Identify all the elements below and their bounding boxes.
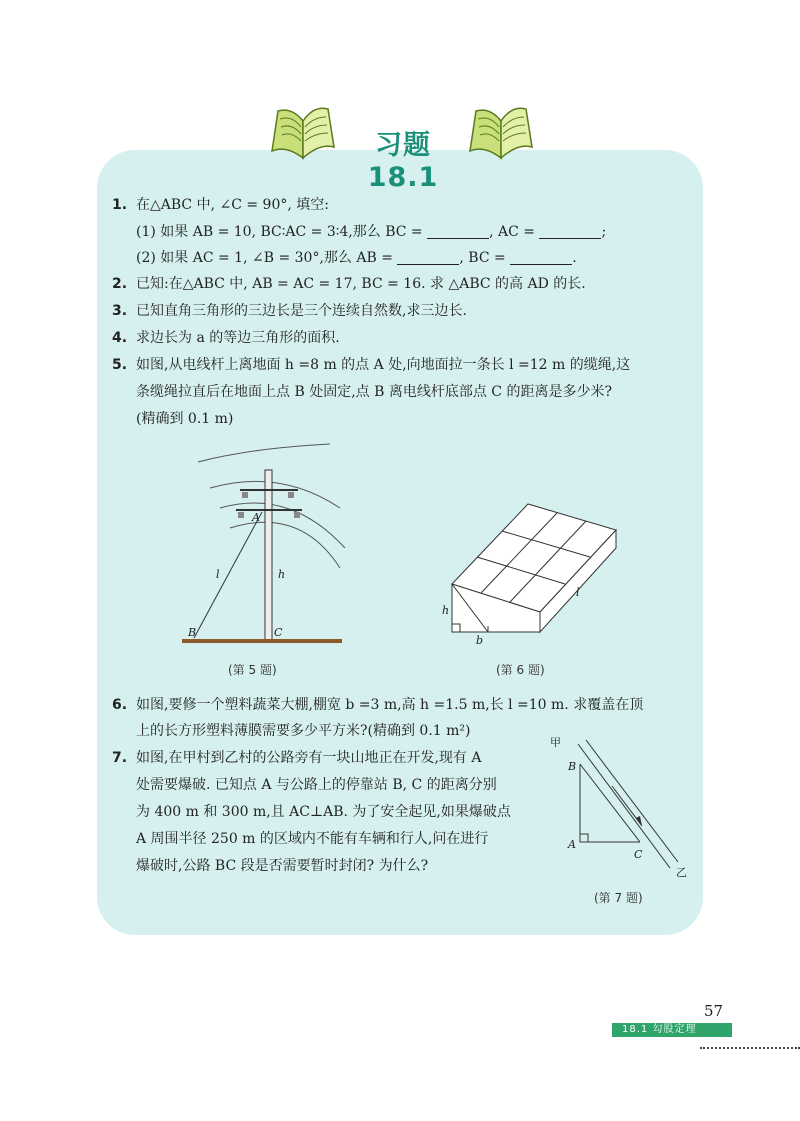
question-4 <box>112 326 340 350</box>
answer-blank[interactable] <box>427 224 489 239</box>
question-number: 2. <box>112 276 128 292</box>
question-number: 1. <box>112 197 128 213</box>
question-number: 5. <box>112 357 128 373</box>
question-1-part-2 <box>112 246 577 270</box>
question-text: 如图,要修一个塑料蔬菜大棚,棚宽 b =3 m,高 h =1.5 m,长 l =10 m. 求覆盖在顶 <box>136 697 644 713</box>
question-1-stem <box>112 193 329 217</box>
question-text: (1) 如果 AB = 10, BC∶AC = 3∶4,那么 BC = <box>136 224 423 240</box>
open-book-icon-left <box>268 103 338 173</box>
question-5-line-3 <box>112 407 233 431</box>
question-number: 7. <box>112 750 128 766</box>
question-7-line-1 <box>112 746 481 770</box>
question-text: 上的长方形塑料薄膜需要多少平方米?(精确到 0.1 m²) <box>136 723 471 739</box>
question-number: 3. <box>112 303 128 319</box>
page-number: 57 <box>704 1002 724 1020</box>
question-7-line-2 <box>112 773 497 797</box>
chapter-label: 18.1 勾股定理 <box>612 1023 732 1037</box>
question-7-line-3 <box>112 800 511 824</box>
label-C: C <box>274 626 283 639</box>
label-A: A <box>568 838 576 851</box>
exercise-title-banner <box>268 95 538 193</box>
label-yi: 乙 <box>676 866 687 879</box>
figure-7-caption: (第 7 题) <box>594 891 643 905</box>
question-2 <box>112 272 586 296</box>
figure-7-road-diagram <box>550 734 690 884</box>
label-B: B <box>188 626 197 639</box>
answer-blank[interactable] <box>539 224 601 239</box>
question-text: 在△ABC 中, ∠C = 90°, 填空: <box>136 197 329 213</box>
question-text: , BC = <box>459 250 506 266</box>
label-C: C <box>634 848 643 861</box>
label-h: h <box>442 604 450 617</box>
question-text: 为 400 m 和 300 m,且 AC⊥AB. 为了安全起见,如果爆破点 <box>136 804 511 820</box>
label-A: A <box>252 511 260 524</box>
question-number: 6. <box>112 697 128 713</box>
answer-blank[interactable] <box>510 250 572 265</box>
question-text: 处需要爆破. 已知点 A 与公路上的停靠站 B, C 的距离分别 <box>136 777 497 793</box>
exercise-title: 习题 18.1 <box>367 130 439 193</box>
question-3 <box>112 299 467 323</box>
question-7-line-4 <box>112 827 488 851</box>
open-book-icon-right <box>466 103 536 173</box>
question-5-line-1 <box>112 353 630 377</box>
question-5-line-2 <box>112 380 612 404</box>
figure-6-greenhouse <box>440 498 640 647</box>
figure-5-utility-pole <box>180 448 350 648</box>
label-b: b <box>476 634 484 647</box>
question-text: 求边长为 a 的等边三角形的面积. <box>136 330 340 346</box>
label-l: l <box>576 586 580 599</box>
question-text: , AC = <box>489 224 535 240</box>
question-text: (精确到 0.1 m) <box>136 411 234 427</box>
question-text: . <box>572 250 577 266</box>
label-jia: 甲 <box>550 736 561 749</box>
question-text: (2) 如果 AC = 1, ∠B = 30°,那么 AB = <box>136 250 393 266</box>
question-text: 已知直角三角形的三边长是三个连续自然数,求三边长. <box>136 303 467 319</box>
question-text: 如图,在甲村到乙村的公路旁有一块山地正在开发,现有 A <box>136 750 482 766</box>
answer-blank[interactable] <box>397 250 459 265</box>
question-text: 条缆绳拉直后在地面上点 B 处固定,点 B 离电线杆底部点 C 的距离是多少米? <box>136 384 612 400</box>
question-text: 爆破时,公路 BC 段是否需要暂时封闭? 为什么? <box>136 858 429 874</box>
question-text: ; <box>601 224 607 240</box>
question-number: 4. <box>112 330 128 346</box>
question-1-part-1 <box>112 220 606 244</box>
figure-6-caption: (第 6 题) <box>496 663 545 677</box>
question-text: 如图,从电线杆上离地面 h =8 m 的点 A 处,向地面拉一条长 l =12 m 的缆绳,这 <box>136 357 631 373</box>
label-B: B <box>568 760 577 773</box>
question-text: A 周围半径 250 m 的区域内不能有车辆和行人,问在进行 <box>136 831 489 847</box>
label-h: h <box>278 568 286 581</box>
question-7-line-5 <box>112 854 428 878</box>
question-6-line-1 <box>112 693 643 717</box>
question-text: 已知:在△ABC 中, AB = AC = 17, BC = 16. 求 △ABC 的高 AD 的长. <box>136 276 586 292</box>
label-l: l <box>216 568 220 581</box>
footer-divider <box>700 1045 800 1049</box>
question-6-line-2 <box>112 719 470 743</box>
figure-5-caption: (第 5 题) <box>228 663 277 677</box>
